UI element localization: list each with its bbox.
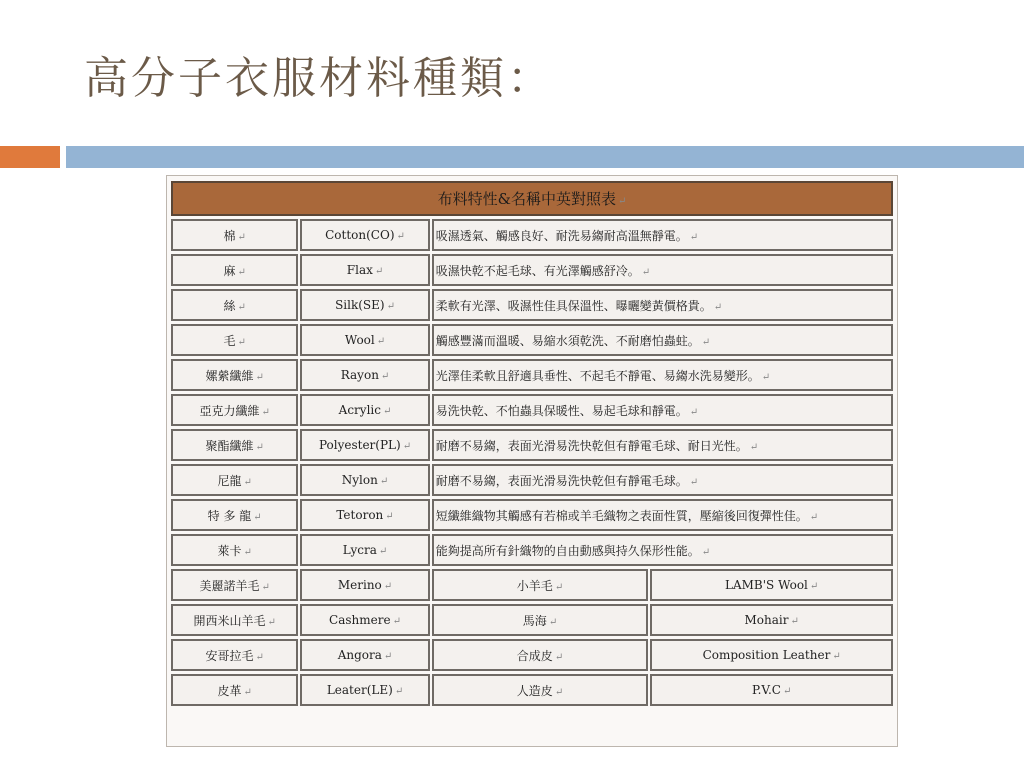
material-en-cell-text: Wool <box>344 333 375 347</box>
material-zh-cell-text: 尼龍 <box>217 473 242 488</box>
paragraph-mark: ↵ <box>237 231 246 243</box>
material-desc-cell <box>432 359 893 391</box>
material-en-cell-text: Tetoron <box>336 508 384 522</box>
title-underline-bar <box>66 146 1024 168</box>
table-row <box>171 289 893 321</box>
material-desc-cell-text: 觸感豐滿而溫暖、易縮水須乾洗、不耐磨怕蟲蛀。 <box>435 333 700 348</box>
material-zh-cell-text: 美麗諾羊毛 <box>199 578 260 593</box>
material-zh-cell <box>171 499 298 531</box>
table-row <box>171 534 893 566</box>
material-desc-cell-text: 吸濕快乾不起毛球、有光澤觸感舒冷。 <box>435 263 640 278</box>
paragraph-mark: ↵ <box>237 301 246 313</box>
material-desc-cell <box>432 499 893 531</box>
paragraph-mark: ↵ <box>554 686 564 698</box>
material-en-cell <box>300 464 429 496</box>
paragraph-mark: ↵ <box>378 546 388 557</box>
material-en2-cell-text: Composition Leather <box>702 648 831 662</box>
material-en-cell-text: Lycra <box>342 543 377 557</box>
paragraph-mark: ↵ <box>832 651 841 662</box>
material-desc-cell-text: 柔軟有光澤、吸濕性佳具保溫性、曝曬變黃價格貴。 <box>435 298 712 313</box>
material-zh-cell-text: 棉 <box>223 228 236 243</box>
material-zh-cell-text: 特 多 龍 <box>207 508 252 523</box>
material-en-cell <box>300 324 429 356</box>
paragraph-mark: ↵ <box>382 406 392 417</box>
paragraph-mark: ↵ <box>713 301 723 313</box>
paragraph-mark: ↵ <box>554 581 564 593</box>
material-zh-cell-text: 毛 <box>223 333 236 348</box>
table-header-text: 布料特性&名稱中英對照表 <box>437 190 616 208</box>
material-zh2-cell-text: 馬海 <box>522 613 547 628</box>
material-en-cell <box>300 639 429 671</box>
material-zh-cell <box>171 429 298 461</box>
material-en-cell-text: Polyester(PL) <box>318 438 401 452</box>
material-zh-cell-text: 皮革 <box>217 683 242 698</box>
material-en-cell-text: Flax <box>346 263 373 277</box>
material-en2-cell-text: P.V.C <box>751 683 781 697</box>
material-zh-cell <box>171 639 298 671</box>
material-en-cell <box>300 254 429 286</box>
paragraph-mark: ↵ <box>617 196 627 207</box>
paragraph-mark: ↵ <box>396 231 405 242</box>
material-desc-cell-text: 短纖維織物其觸感有若棉或羊毛織物之表面性質，壓縮後回復彈性佳。 <box>435 508 808 523</box>
table-header <box>171 181 893 216</box>
table-row <box>171 674 893 706</box>
material-desc-cell-text: 耐磨不易縐，表面光滑易洗快乾但有靜電毛球、耐日光性。 <box>435 438 748 453</box>
material-en-cell-text: Merino <box>337 578 382 592</box>
paragraph-mark: ↵ <box>641 266 651 278</box>
table-row <box>171 219 893 251</box>
material-en-cell-text: Silk(SE) <box>335 298 385 312</box>
material-en-cell <box>300 219 429 251</box>
material-en-cell <box>300 429 429 461</box>
material-zh2-cell-text: 人造皮 <box>516 683 553 698</box>
material-en2-cell <box>650 639 893 671</box>
material-en2-cell <box>650 604 893 636</box>
material-en-cell <box>300 359 429 391</box>
accent-bar <box>0 146 60 168</box>
material-zh-cell-text: 亞克力纖維 <box>199 403 260 418</box>
paragraph-mark: ↵ <box>379 476 389 487</box>
material-zh-cell-text: 萊卡 <box>217 543 242 558</box>
material-zh-cell-text: 嫘縈纖維 <box>205 368 254 383</box>
material-en-cell-text: Nylon <box>341 473 378 487</box>
material-zh-cell <box>171 604 298 636</box>
table-row <box>171 499 893 531</box>
material-en2-cell <box>650 674 893 706</box>
paragraph-mark: ↵ <box>253 511 262 523</box>
material-zh-cell <box>171 254 298 286</box>
material-zh-cell-text: 麻 <box>223 263 236 278</box>
paragraph-mark: ↵ <box>689 476 699 488</box>
paragraph-mark: ↵ <box>790 616 799 627</box>
paragraph-mark: ↵ <box>782 686 792 697</box>
paragraph-mark: ↵ <box>383 651 393 662</box>
material-zh2-cell <box>432 674 649 706</box>
material-zh-cell-text: 開西米山羊毛 <box>193 613 266 628</box>
paragraph-mark: ↵ <box>255 371 264 383</box>
paragraph-mark: ↵ <box>402 441 412 452</box>
material-desc-cell <box>432 254 893 286</box>
material-en2-cell <box>650 569 893 601</box>
material-zh2-cell <box>432 569 649 601</box>
table-row <box>171 639 893 671</box>
table-row <box>171 569 893 601</box>
fabric-table-image <box>166 175 898 747</box>
material-desc-cell-text: 吸濕透氣、觸感良好、耐洗易縐耐高溫無靜電。 <box>435 228 688 243</box>
table-row <box>171 254 893 286</box>
paragraph-mark: ↵ <box>374 266 384 277</box>
material-zh-cell-text: 安哥拉毛 <box>205 648 254 663</box>
material-desc-cell <box>432 289 893 321</box>
table-row <box>171 464 893 496</box>
paragraph-mark: ↵ <box>380 371 390 382</box>
paragraph-mark: ↵ <box>243 546 252 558</box>
paragraph-mark: ↵ <box>548 616 558 628</box>
material-en2-cell-text: LAMB'S Wool <box>725 578 808 592</box>
paragraph-mark: ↵ <box>255 441 264 453</box>
paragraph-mark: ↵ <box>554 651 564 663</box>
material-desc-cell <box>432 394 893 426</box>
material-desc-cell-text: 耐磨不易縐，表面光滑易洗快乾但有靜電毛球。 <box>435 473 688 488</box>
paragraph-mark: ↵ <box>383 581 393 592</box>
material-zh2-cell-text: 小羊毛 <box>516 578 553 593</box>
material-zh-cell-text: 聚酯纖維 <box>205 438 254 453</box>
slide-title: 高分子衣服材料種類： <box>84 53 554 104</box>
material-zh2-cell <box>432 639 649 671</box>
material-desc-cell <box>432 464 893 496</box>
material-en-cell <box>300 394 429 426</box>
table-row <box>171 324 893 356</box>
material-desc-cell <box>432 534 893 566</box>
paragraph-mark: ↵ <box>267 616 276 628</box>
material-zh-cell <box>171 569 298 601</box>
paragraph-mark: ↵ <box>809 581 819 592</box>
table-row <box>171 359 893 391</box>
material-zh-cell <box>171 359 298 391</box>
paragraph-mark: ↵ <box>385 511 394 522</box>
paragraph-mark: ↵ <box>701 336 711 348</box>
material-en-cell-text: Angora <box>337 648 382 662</box>
fabric-table <box>169 178 895 709</box>
paragraph-mark: ↵ <box>689 231 699 243</box>
material-en-cell <box>300 534 429 566</box>
paragraph-mark: ↵ <box>376 336 386 347</box>
paragraph-mark: ↵ <box>243 476 252 488</box>
material-desc-cell <box>432 429 893 461</box>
material-en-cell <box>300 569 429 601</box>
material-desc-cell <box>432 324 893 356</box>
material-en2-cell-text: Mohair <box>744 613 789 627</box>
paragraph-mark: ↵ <box>392 616 401 627</box>
material-desc-cell <box>432 219 893 251</box>
table-row <box>171 394 893 426</box>
paragraph-mark: ↵ <box>701 546 711 558</box>
material-zh-cell <box>171 324 298 356</box>
paragraph-mark: ↵ <box>261 581 270 593</box>
paragraph-mark: ↵ <box>394 686 404 697</box>
material-zh-cell <box>171 464 298 496</box>
paragraph-mark: ↵ <box>809 511 819 523</box>
material-desc-cell-text: 光澤佳柔軟且舒適具垂性、不起毛不靜電、易縐水洗易變形。 <box>435 368 760 383</box>
paragraph-mark: ↵ <box>749 441 759 453</box>
material-en-cell <box>300 604 429 636</box>
paragraph-mark: ↵ <box>255 651 264 663</box>
paragraph-mark: ↵ <box>761 371 771 383</box>
material-zh2-cell-text: 合成皮 <box>516 648 553 663</box>
paragraph-mark: ↵ <box>237 336 246 348</box>
table-row <box>171 604 893 636</box>
material-en-cell-text: Rayon <box>340 368 379 382</box>
material-zh-cell <box>171 674 298 706</box>
material-zh-cell-text: 絲 <box>223 298 236 313</box>
paragraph-mark: ↵ <box>689 406 699 418</box>
material-en-cell-text: Acrylic <box>338 403 381 417</box>
material-en-cell <box>300 674 429 706</box>
paragraph-mark: ↵ <box>237 266 246 278</box>
material-zh-cell <box>171 289 298 321</box>
material-en-cell <box>300 499 429 531</box>
material-zh-cell <box>171 394 298 426</box>
material-zh-cell <box>171 219 298 251</box>
material-en-cell <box>300 289 429 321</box>
material-desc-cell-text: 易洗快乾、不怕蟲具保暖性、易起毛球和靜電。 <box>435 403 688 418</box>
paragraph-mark: ↵ <box>386 301 395 312</box>
material-en-cell-text: Leater(LE) <box>326 683 393 697</box>
paragraph-mark: ↵ <box>243 686 252 698</box>
material-desc-cell-text: 能夠提高所有針織物的自由動感與持久保形性能。 <box>435 543 700 558</box>
material-en-cell-text: Cashmere <box>329 613 391 627</box>
material-zh2-cell <box>432 604 649 636</box>
table-row <box>171 429 893 461</box>
material-en-cell-text: Cotton(CO) <box>325 228 395 242</box>
paragraph-mark: ↵ <box>261 406 270 418</box>
material-zh-cell <box>171 534 298 566</box>
